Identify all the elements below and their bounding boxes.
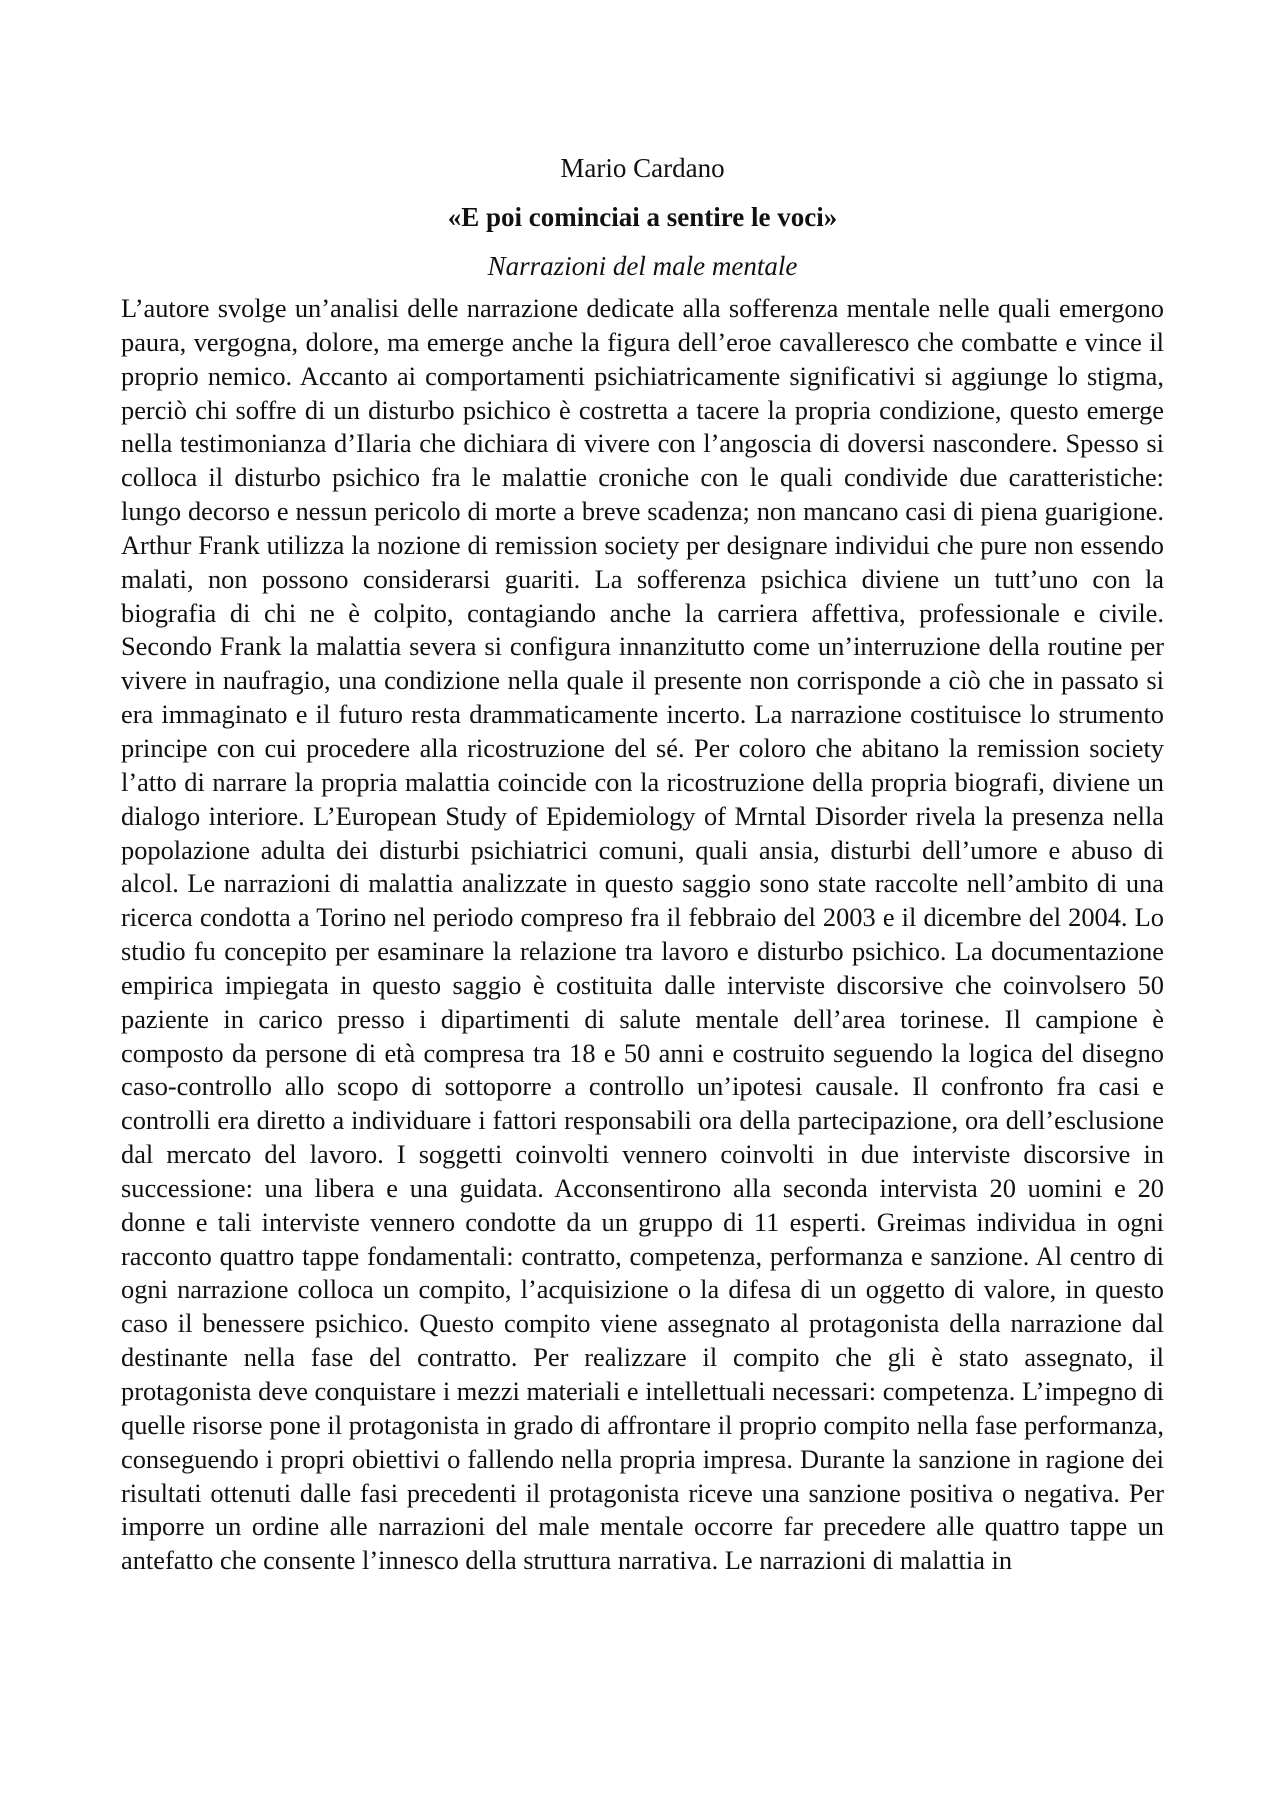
author-name: Mario Cardano xyxy=(560,153,725,183)
document-title: «E poi cominciai a sentire le voci» xyxy=(447,202,838,232)
document-page xyxy=(121,148,1164,1578)
body-paragraph: L’autore svolge un’analisi delle narrazione dedicate alla sofferenza mentale nelle quali emergono paura, vergogna, dolore, ma emerge anche la figura dell’eroe cavalleresco che combatte e vince il proprio nemico. Accanto ai comportamenti psichiatricamente significativi si aggiunge lo stigma, perciò chi soffre di un disturbo psichico è costretta a tacere la propria condizione, questo emerge nella testimonianza d’Ilaria che dichiara di vivere con l’angoscia di doversi nascondere. Spesso si colloca il disturbo psichico fra le malattie croniche con le quali condivide due caratteristiche: lungo decorso e nessun pericolo di morte a breve scadenza; non mancano casi di piena guarigione. Arthur Frank utilizza la nozione di remission society per designare individui che pure non essendo malati, non possono considerarsi guariti. La sofferenza psichica diviene un tutt’uno con la biografia di chi ne è colpito, contagiando anche la carriera affettiva, professionale e civile. Secondo Frank la malattia severa si configura innanzitutto come un’interruzione della routine per vivere in naufragio, una condizione nella quale il presente non corrisponde a ciò che in passato si era immaginato e il futuro resta drammaticamente incerto. La narrazione costituisce lo strumento principe con cui procedere alla ricostruzione del sé. Per coloro che abitano la remission society l’atto di narrare la propria malattia coincide con la ricostruzione della propria biografi, diviene un dialogo interiore. L’European Study of Epidemiology of Mrntal Disorder rivela la presenza nella popolazione adulta dei disturbi psichiatrici comuni, quali ansia, disturbi dell’umore e abuso di alcol. Le narrazioni di malattia analizzate in questo saggio sono state raccolte nell’ambito di una ricerca condotta a Torino nel periodo compreso fra il febbraio del 2003 e il dicembre del 2004. Lo studio fu concepito per esaminare la relazione tra lavoro e disturbo psichico. La documentazione empirica impiegata in questo saggio è costituita dalle interviste discorsive che coinvolsero 50 paziente in carico presso i dipartimenti di salute mentale dell’area torinese. Il campione è composto da persone di età compresa tra 18 e 50 anni e costruito seguendo la logica del disegno caso-controllo allo scopo di sottoporre a controllo un’ipotesi causale. Il confronto fra casi e controlli era diretto a individuare i fattori responsabili ora della partecipazione, ora dell’esclusione dal mercato del lavoro. I soggetti coinvolti vennero coinvolti in due interviste discorsive in successione: una libera e una guidata. Acconsentirono alla seconda intervista 20 uomini e 20 donne e tali interviste vennero condotte da un gruppo di 11 esperti. Greimas individua in ogni racconto quattro tappe fondamentali: contratto, competenza, performanza e sanzione. Al centro di ogni narrazione colloca un compito, l’acquisizione o la difesa di un oggetto di valore, in questo caso il benessere psichico. Questo compito viene assegnato al protagonista della narrazione dal destinante nella fase del contratto. Per realizzare il compito che gli è stato assegnato, il protagonista deve conquistare i mezzi materiali e intellettuali necessari: competenza. L’impegno di quelle risorse pone il protagonista in grado di affrontare il proprio compito nella fase performanza, conseguendo i propri obiettivi o fallendo nella propria impresa. Durante la sanzione in ragione dei risultati ottenuti dalle fasi precedenti il protagonista riceve una sanzione positiva o negativa. Per imporre un ordine alle narrazioni del male mentale occorre far precedere alle quattro tappe un antefatto che consente l’innesco della struttura narrativa. Le narrazioni di malattia in xyxy=(121,293,1164,1576)
document-subtitle: Narrazioni del male mentale xyxy=(487,251,798,281)
